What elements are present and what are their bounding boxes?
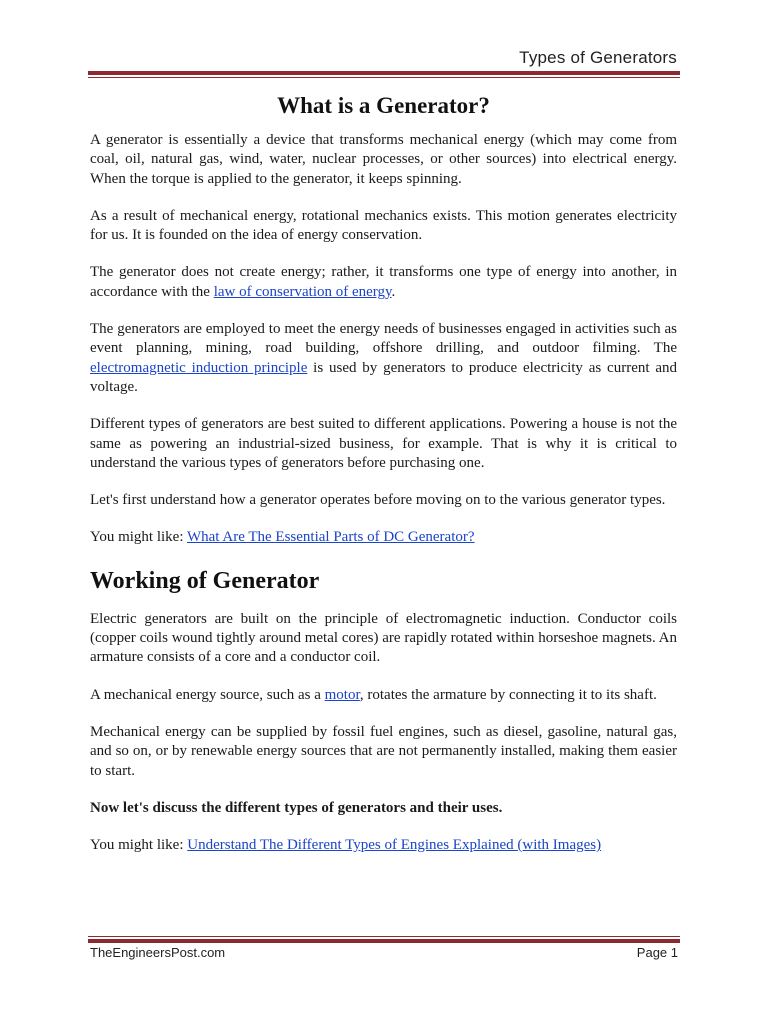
footer-page-number: Page 1: [636, 945, 678, 960]
engine-types-link[interactable]: Understand The Different Types of Engines Explained (with Images): [187, 837, 602, 854]
intro-paragraph-4: [90, 320, 677, 397]
working-paragraph-3: Mechanical energy can be supplied by fossil fuel engines, such as diesel, gasoline, natural gas, and so on, or by renewable energy sources that are not permanently installed, making them easier to start.: [90, 723, 677, 779]
footer-rule-thin: [88, 936, 680, 937]
running-header: Types of Generators: [519, 48, 677, 67]
intro-paragraph-1: A generator is essentially a device that transforms mechanical energy (which may come from coal, oil, natural gas, wind, water, nuclear processes, or other sources) into electrical energy. When the torque is applied to the generator, it keeps spinning.: [90, 132, 677, 187]
motor-link[interactable]: motor: [324, 686, 360, 703]
working-paragraph-2: [90, 686, 677, 705]
you-might-like-dc-generator: [90, 528, 677, 547]
working-section-heading: Working of Generator: [90, 567, 320, 594]
law-of-conservation-link[interactable]: law of conservation of energy: [213, 283, 392, 300]
electromagnetic-induction-link[interactable]: electromagnetic induction principle: [90, 359, 308, 376]
intro-p3-text-before: The generator does not create energy; rather, it transforms one type of energy into another, in accordance with the: [90, 264, 677, 300]
footer-site-name: TheEngineersPost.com: [90, 945, 226, 960]
working-p2-text-after: , rotates the armature by connecting it to its shaft.: [359, 686, 657, 703]
intro-p4-text-after: is used by generators to produce electricity as current and voltage.: [90, 359, 677, 395]
working-p2-text-before: A mechanical energy source, such as a: [90, 686, 325, 703]
intro-p4-text-before: The generators are employed to meet the energy needs of businesses engaged in activities such as event planning, mining, road building, offshore drilling, and outdoor filming. The: [90, 321, 677, 357]
footer-rule-thick: [88, 939, 680, 943]
working-paragraph-4: Now let's discuss the different types of generators and their uses.: [90, 799, 503, 816]
you-might-like-label-2: You might like:: [90, 837, 188, 854]
page-title: What is a Generator?: [277, 93, 490, 118]
footer-rule: [88, 936, 680, 943]
working-paragraph-1: Electric generators are built on the principle of electromagnetic induction. Conductor coils (copper coils wound tightly around metal cores) are rapidly rotated within horseshoe magnets. An armature consists of a core and a conductor coil.: [90, 610, 677, 666]
header-rule: [88, 71, 680, 78]
page-content: [90, 90, 677, 873]
header-rule-thick: [88, 71, 680, 75]
header-rule-thin: [88, 77, 680, 78]
intro-paragraph-2: As a result of mechanical energy, rotational mechanics exists. This motion generates electricity for us. It is founded on the idea of energy conservation.: [90, 207, 677, 244]
you-might-like-label: You might like:: [90, 529, 187, 546]
intro-paragraph-3: [90, 263, 677, 302]
intro-paragraph-5: Different types of generators are best suited to different applications. Powering a house is not the same as powering an industrial-sized business, for example. That is why it is critical to understand the various types of generators before purchasing one.: [90, 416, 677, 471]
dc-generator-parts-link[interactable]: What Are The Essential Parts of DC Generator?: [186, 529, 475, 546]
you-might-like-engines: [90, 836, 677, 855]
intro-paragraph-6: Let's first understand how a generator operates before moving on to the various generator types.: [90, 492, 666, 509]
intro-p3-text-after: .: [391, 283, 396, 300]
